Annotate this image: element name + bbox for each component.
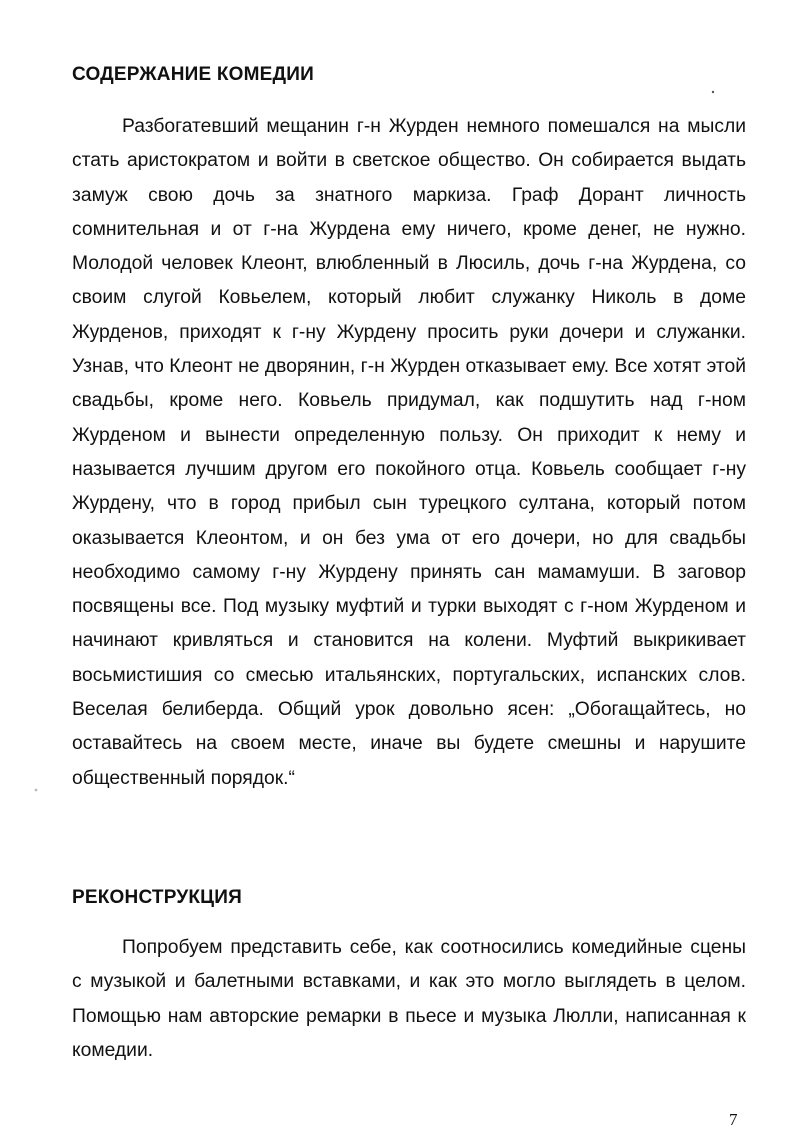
scan-speck: [712, 91, 714, 93]
section-heading-summary: СОДЕРЖАНИЕ КОМЕДИИ: [72, 64, 314, 85]
page-number: 7: [729, 1110, 738, 1129]
section-heading-reconstruction: РЕКОНСТРУКЦИЯ: [72, 887, 242, 908]
scan-speck: [35, 789, 38, 792]
section-paragraph-reconstruction: Попробуем представить себе, как соотносились комедийные сцены с музыкой и балетными вставками, и как это могло выглядеть в целом. Помощью нам авторские ремарки в пьесе и музыка Люлли, написанная к комедии.: [72, 937, 746, 1061]
section-paragraph-summary: Разбогатевший мещанин г-н Журден немного помешался на мысли стать аристократом и войти в светское общество. Он собирается выдать замуж свою дочь за знатного маркиза. Граф Дорант личность сомнительная и от г-на Журдена ему ничего, кроме денег, не нужно. Молодой человек Клеонт, влюбленный в Люсиль, дочь г-на Журдена, со своим слугой Ковьелем, который любит служанку Николь в доме Журденов, приходят к г-ну Журдену просить руки дочери и служанки. Узнав, что Клеонт не дворянин, г-н Журден отказывает ему. Все хотят этой свадьбы, кроме него. Ковьель придумал, как подшутить над г-ном Журденом и вынести определенную пользу. Он приходит к нему и называется лучшим другом его покойного отца. Ковьель сообщает г-ну Журдену, что в город прибыл сын турецкого султана, который потом оказывается Клеонтом, и он без ума от его дочери, но для свадьбы необходимо самому г-ну Журдену принять сан мамамуши. В заговор посвящены все. Под музыку муфтий и турки выходят с г-ном Журденом и начинают кривляться и становится на колени. Муфтий выкрикивает восьмистишия со смесью итальянских, португальских, испанских слов. Веселая белиберда. Общий урок довольно ясен: „Обогащайтесь, но оставайтесь на своем месте, иначе вы будете смешны и нарушите общественный порядок.“: [72, 116, 746, 789]
